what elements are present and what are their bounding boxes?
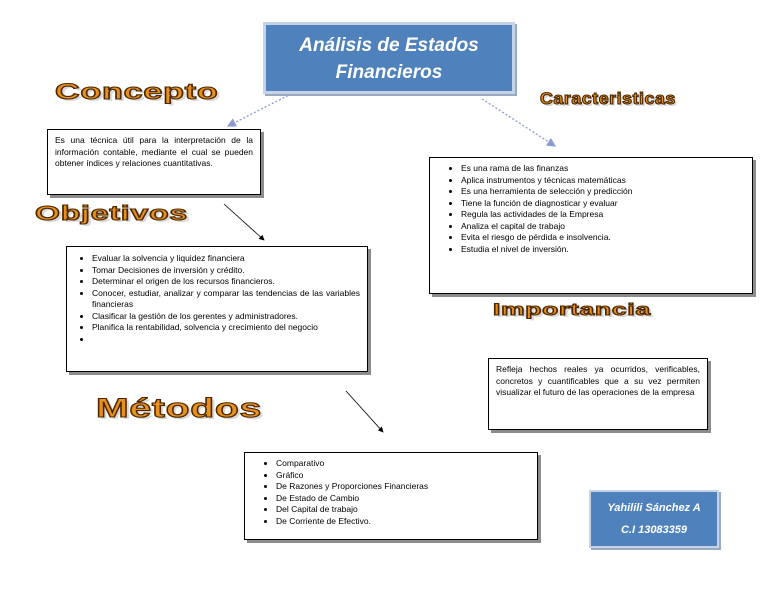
importancia-text: Refleja hechos reales ya ocurridos, verificables, concretos y cuantificables que a su vez permiten visualizar el futuro de las operaciones de la empresa — [496, 364, 700, 397]
concepto-text: Es una técnica útil para la interpretación de la información contable, mediante el cual se pueden obtener índices y relaciones cuantitativas. — [55, 135, 253, 168]
list-item: • De Corriente de Efectivo. — [276, 516, 531, 528]
list-item: • Gráfico — [276, 470, 531, 482]
main-title-line1: Análisis de Estados — [299, 35, 479, 56]
metodos-list — [251, 458, 531, 527]
author-name: Yahilili Sánchez A — [607, 502, 701, 514]
arrow-title-to-concepto — [228, 92, 295, 126]
heading-concepto: Concepto — [55, 79, 219, 104]
list-item — [92, 334, 360, 346]
list-item: • De Razones y Proporciones Financieras — [276, 481, 531, 493]
list-item: • Comparativo — [276, 458, 531, 470]
list-item: • Estudia el nivel de inversión. — [461, 244, 746, 256]
caracteristicas-list — [436, 163, 746, 255]
author-id: C.I 13083359 — [620, 524, 688, 536]
concepto-box — [47, 129, 261, 195]
objetivos-box — [66, 246, 368, 372]
main-title-box — [263, 22, 515, 94]
list-item: • Evita el riesgo de pérdida e insolvencia. — [461, 232, 746, 244]
heading-objetivos: Objetivos — [35, 203, 189, 225]
list-item: • Conocer, estudiar, analizar y comparar las tendencias de las variables financieras — [92, 288, 360, 311]
heading-metodos: Métodos — [96, 393, 263, 423]
list-item: • Aplica instrumentos y técnicas matemáticas — [461, 175, 746, 187]
list-item: • Tiene la función de diagnosticar y evaluar — [461, 198, 746, 210]
list-item: • Clasificar la gestión de los gerentes y administradores. — [92, 311, 360, 323]
objetivos-list — [67, 253, 360, 345]
heading-importancia: Importancia — [493, 300, 651, 319]
list-item: • Analiza el capital de trabajo — [461, 221, 746, 233]
arrow-to-metodos — [346, 391, 383, 432]
list-item: • Planifica la rentabilidad, solvencia y crecimiento del negocio — [92, 322, 360, 334]
list-item: • Determinar el origen de los recursos financieros. — [92, 276, 360, 288]
importancia-box — [488, 358, 708, 430]
list-item: • Del Capital de trabajo — [276, 504, 531, 516]
list-item: • Tomar Decisiones de inversión y crédito. — [92, 265, 360, 277]
author-box — [589, 490, 719, 548]
arrow-to-objetivos — [224, 204, 264, 240]
metodos-box — [244, 452, 538, 540]
list-item: • Es una rama de las finanzas — [461, 163, 746, 175]
caracteristicas-box — [429, 157, 753, 294]
list-item: • Evaluar la solvencia y liquidez financiera — [92, 253, 360, 265]
list-item: • Regula las actividades de la Empresa — [461, 209, 746, 221]
heading-caracteristicas: Caracteristicas — [540, 89, 676, 108]
main-title-line2: Financieros — [335, 62, 443, 83]
list-item: • De Estado de Cambio — [276, 493, 531, 505]
list-item: • Es una herramienta de selección y predicción — [461, 186, 746, 198]
